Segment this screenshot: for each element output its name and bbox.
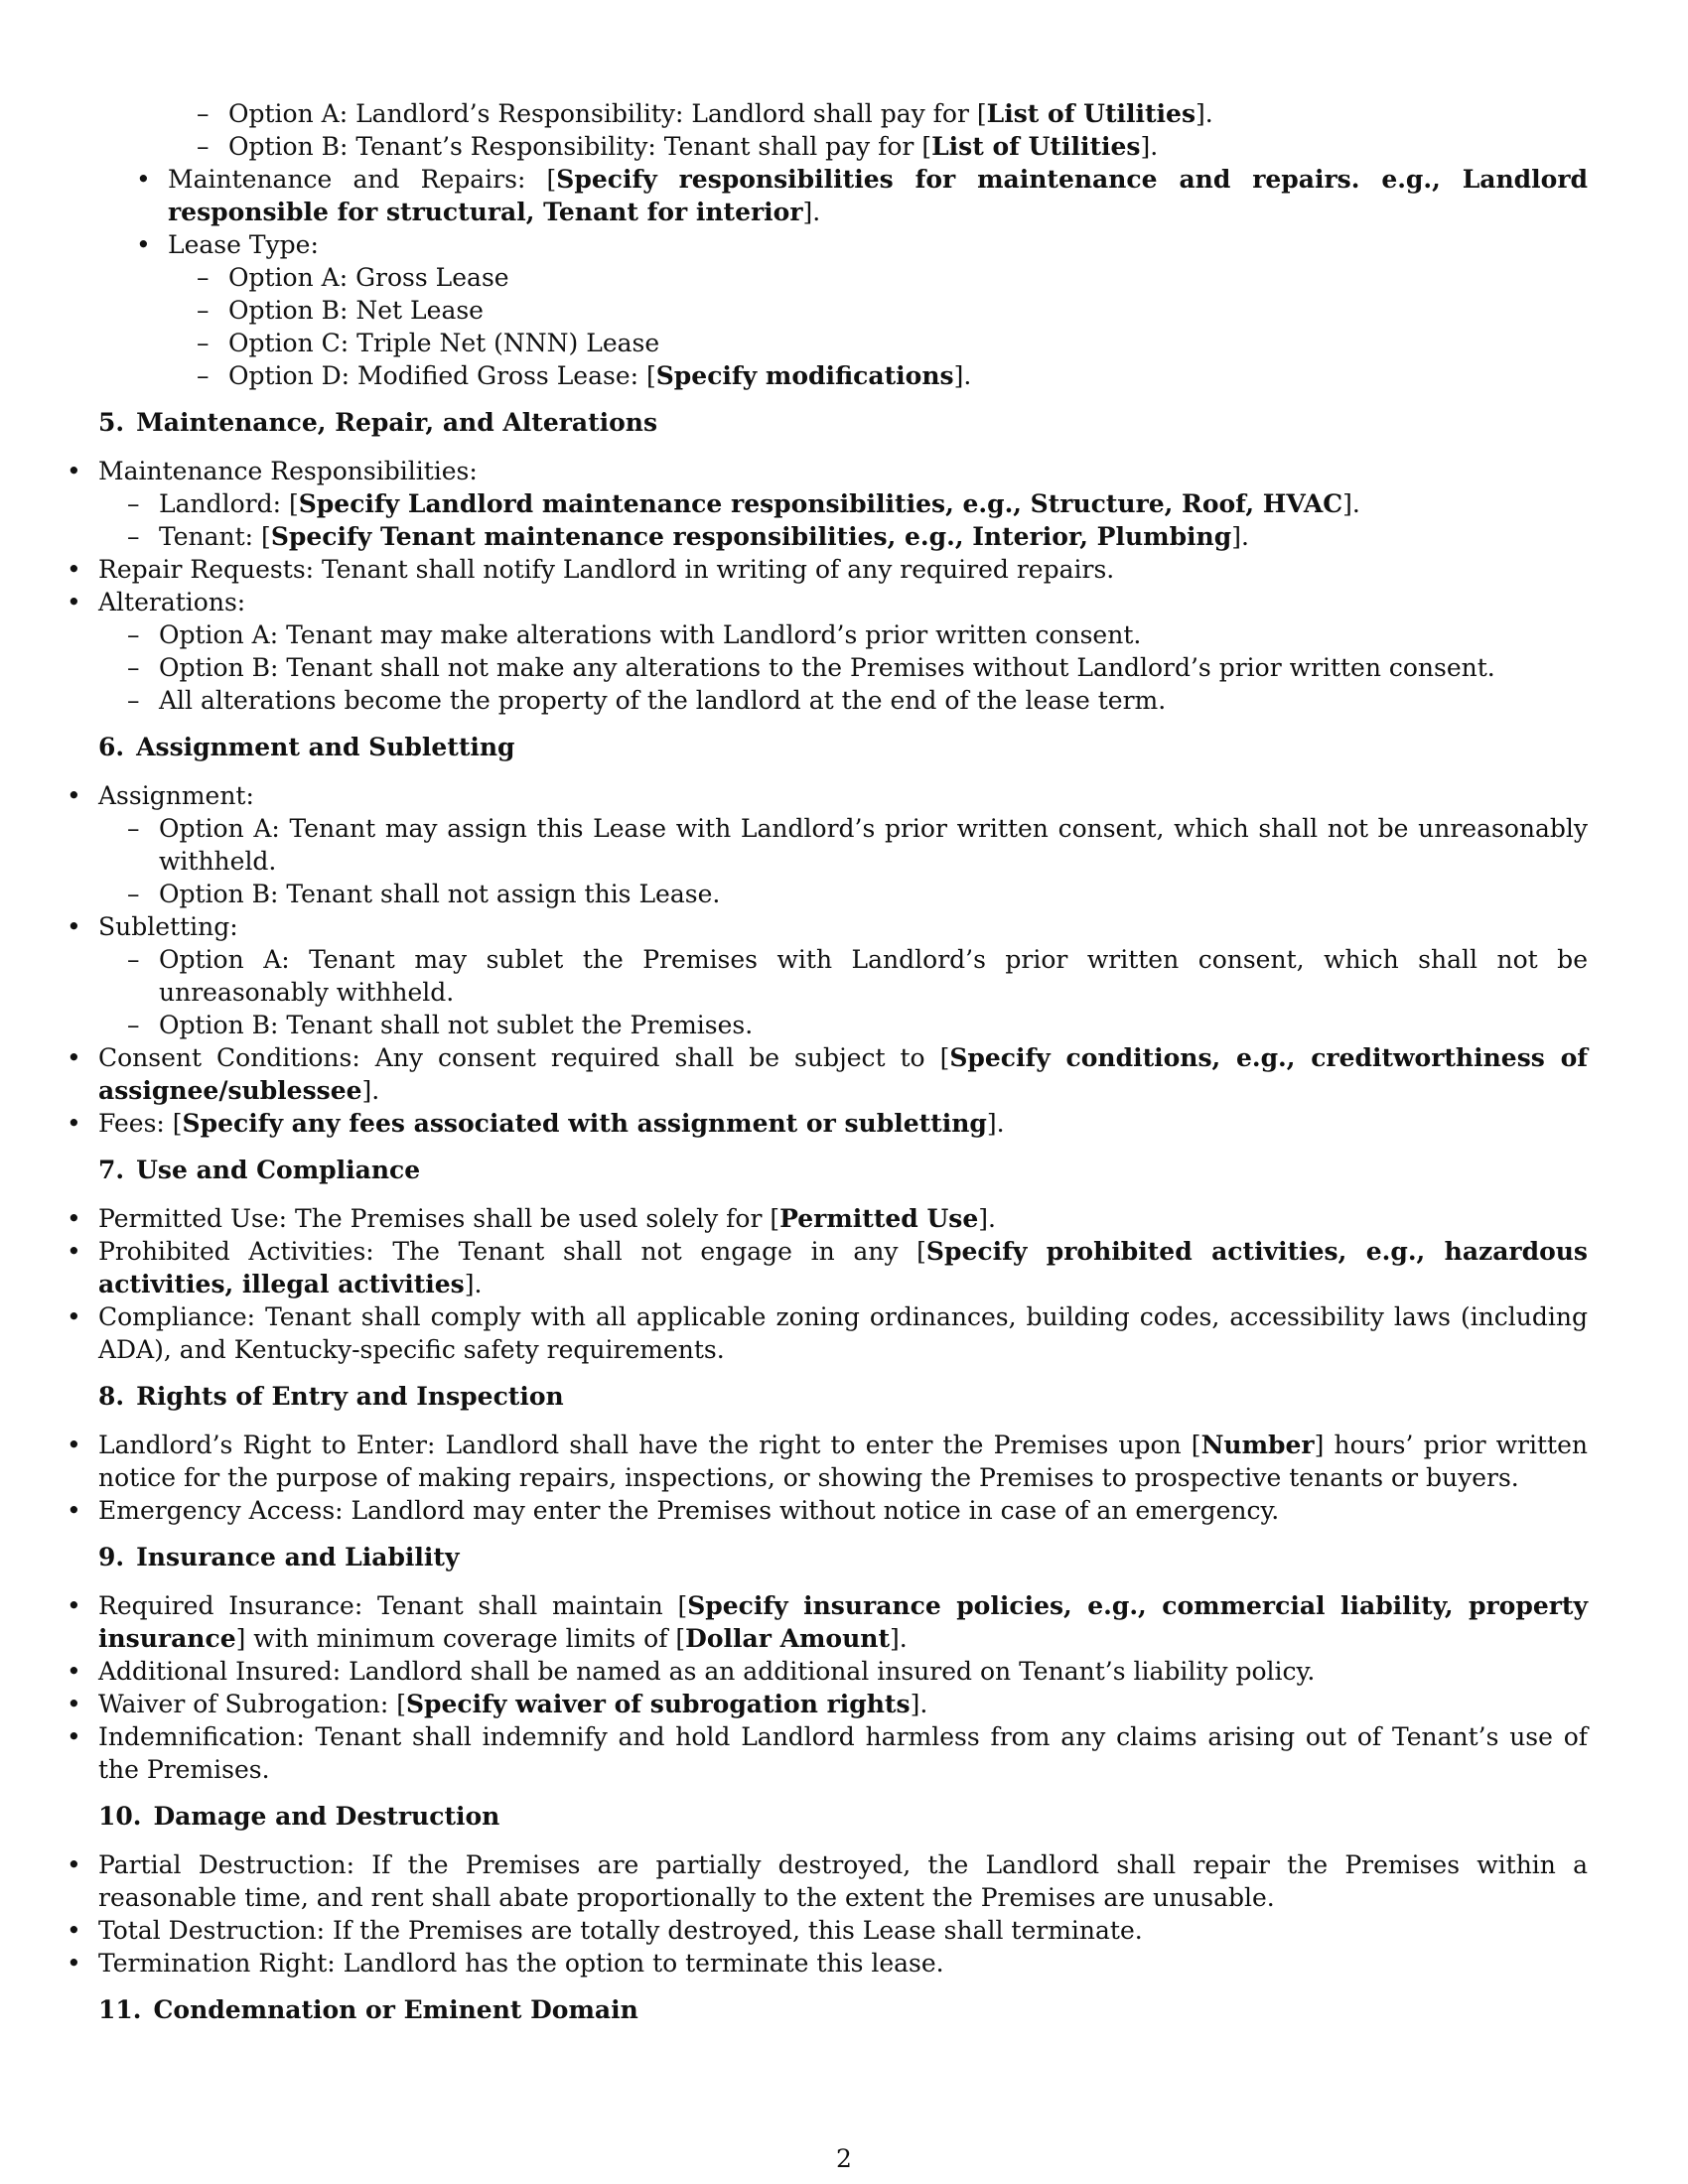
item-placeholder-bold: Permitted Use xyxy=(779,1204,979,1233)
sub-list-item xyxy=(98,1009,1588,1041)
list-item xyxy=(29,1300,1588,1366)
item-text xyxy=(159,814,1588,876)
section-heading xyxy=(98,731,1588,763)
item-text-plain: Landlord’s Right to Enter: Landlord shall have the right to enter the Premises upon [ xyxy=(98,1431,1201,1459)
section-heading xyxy=(98,1993,1588,2026)
item-text xyxy=(98,781,254,810)
item-text xyxy=(228,329,659,357)
item-text xyxy=(98,457,478,485)
section-title-text: Assignment and Subletting xyxy=(136,733,515,761)
item-text-after: ]. xyxy=(1196,99,1213,128)
section-number: 8. xyxy=(98,1382,125,1411)
dash-marker: – xyxy=(127,489,140,518)
sub-list-item xyxy=(98,520,1588,553)
item-text xyxy=(159,653,1495,682)
section-title-text: Insurance and Liability xyxy=(136,1543,460,1571)
section-list xyxy=(29,1202,1588,1366)
item-text xyxy=(159,522,1249,551)
item-placeholder-bold: Number xyxy=(1200,1431,1315,1459)
item-text-plain: Option B: Tenant shall not make any alterations to the Premises without Landlord’s prior written consent. xyxy=(159,653,1495,682)
sections-container xyxy=(67,406,1589,2026)
item-text xyxy=(159,945,1588,1007)
bullet-marker: • xyxy=(67,1722,81,1751)
section-number: 10. xyxy=(98,1802,142,1831)
sub-list xyxy=(98,943,1588,1041)
section-number: 5. xyxy=(98,408,125,437)
section-number: 7. xyxy=(98,1156,125,1184)
page-number: 2 xyxy=(836,2144,852,2173)
bullet-marker: • xyxy=(67,1657,81,1686)
sub-list-item xyxy=(98,812,1588,878)
item-text-after: ]. xyxy=(890,1624,908,1653)
item-text-plain: Option C: Triple Net (NNN) Lease xyxy=(228,329,660,357)
list-item xyxy=(29,1041,1588,1107)
bullet-marker: • xyxy=(67,1591,81,1620)
section-list xyxy=(29,1429,1588,1527)
section-heading xyxy=(98,1380,1588,1413)
item-placeholder-bold: Specify prohibited activities, e.g., hazardous activities, illegal activities xyxy=(98,1237,1589,1298)
sub-list-item xyxy=(98,261,1588,294)
item-text-plain: Maintenance Responsibilities: xyxy=(98,457,478,485)
item-text xyxy=(98,1496,1279,1525)
section-title-text: Damage and Destruction xyxy=(153,1802,500,1831)
item-text-plain: Maintenance and Repairs: [ xyxy=(168,165,557,194)
sub-list-item xyxy=(98,651,1588,684)
list-item xyxy=(29,1914,1588,1947)
dash-marker: – xyxy=(127,1011,140,1039)
bullet-marker: • xyxy=(67,912,81,941)
item-placeholder-bold: Specify waiver of subrogation rights xyxy=(405,1690,911,1718)
bullet-marker: • xyxy=(67,1302,81,1331)
item-text-plain: Option A: Tenant may assign this Lease with Landlord’s prior written consent, which shall not be unreasonably withheld. xyxy=(159,814,1588,876)
item-text xyxy=(98,1431,1588,1492)
item-text xyxy=(98,1302,1588,1364)
item-text-plain: Compliance: Tenant shall comply with all applicable zoning ordinances, building codes, accessibility laws (including ADA), and Kentucky-specific safety requirements. xyxy=(98,1302,1588,1364)
list-item xyxy=(29,779,1588,910)
item-text-plain: Subletting: xyxy=(98,912,238,941)
list-item xyxy=(29,910,1588,1041)
document-body xyxy=(67,97,1589,2042)
item-text-after: ]. xyxy=(910,1690,928,1718)
section-number: 6. xyxy=(98,733,125,761)
list-item xyxy=(29,1655,1588,1688)
item-text-plain: Option B: Net Lease xyxy=(228,296,484,325)
item-text-after: ]. xyxy=(802,198,821,226)
item-text xyxy=(159,489,1360,518)
item-text-after: ]. xyxy=(1140,132,1159,161)
item-placeholder-bold: Dollar Amount xyxy=(685,1624,891,1653)
list-item xyxy=(29,1235,1588,1300)
list-item xyxy=(29,1202,1588,1235)
dash-marker: – xyxy=(197,329,210,357)
item-text xyxy=(228,99,1213,128)
item-text-plain: Waiver of Subrogation: [ xyxy=(98,1690,406,1718)
item-text-plain: Total Destruction: If the Premises are totally destroyed, this Lease shall terminate. xyxy=(98,1916,1143,1945)
item-text xyxy=(98,555,1114,584)
section-title-text: Use and Compliance xyxy=(136,1156,421,1184)
item-text xyxy=(98,1657,1315,1686)
item-text-after: ]. xyxy=(361,1076,380,1105)
sub-list-item xyxy=(98,878,1588,910)
bullet-marker: • xyxy=(67,1496,81,1525)
item-text-after: ]. xyxy=(464,1270,483,1298)
bullet-marker: • xyxy=(67,1916,81,1945)
item-placeholder-bold: Specify responsibilities for maintenance and repairs. e.g., Landlord responsible for structural, Tenant for interior xyxy=(168,165,1588,226)
section-title-text: Rights of Entry and Inspection xyxy=(136,1382,564,1411)
list-item xyxy=(29,455,1588,553)
item-text xyxy=(98,588,245,616)
item-text xyxy=(98,1043,1588,1105)
bullet-marker: • xyxy=(67,1431,81,1459)
bullet-marker: • xyxy=(67,555,81,584)
item-text-plain: Landlord: [ xyxy=(159,489,299,518)
item-text-plain: Option A: Tenant may sublet the Premises with Landlord’s prior written consent, which shall not be unreasonably withheld. xyxy=(159,945,1588,1007)
list-item xyxy=(29,1688,1588,1720)
item-text xyxy=(98,1109,1005,1138)
item-text-plain: Option B: Tenant shall not sublet the Premises. xyxy=(159,1011,754,1039)
list-item xyxy=(29,1848,1588,1914)
item-text-plain: Option A: Landlord’s Responsibility: Landlord shall pay for [ xyxy=(228,99,987,128)
item-text-plain: Option B: Tenant shall not assign this Lease. xyxy=(159,880,721,908)
section-11 xyxy=(98,1993,1588,2026)
item-text-plain: Option D: Modified Gross Lease: [ xyxy=(228,361,656,390)
bullet-marker: • xyxy=(67,781,81,810)
bullet-marker: • xyxy=(67,1043,81,1072)
section-list xyxy=(29,779,1588,1140)
item-text-after: ]. xyxy=(978,1204,996,1233)
sub-list-item xyxy=(98,294,1588,327)
item-placeholder-bold: List of Utilities xyxy=(931,132,1141,161)
item-text xyxy=(159,620,1141,649)
item-text-plain: Assignment: xyxy=(98,781,254,810)
list-item xyxy=(29,586,1588,717)
section-number: 11. xyxy=(98,1995,142,2024)
section-heading xyxy=(98,1541,1588,1573)
item-text-plain: Additional Insured: Landlord shall be named as an additional insured on Tenant’s liability policy. xyxy=(98,1657,1316,1686)
sub-list-item xyxy=(98,97,1588,130)
section-title-text: Condemnation or Eminent Domain xyxy=(153,1995,638,2024)
item-text-after: ]. xyxy=(986,1109,1005,1138)
item-text xyxy=(98,1850,1588,1912)
item-placeholder-bold: Specify modifications xyxy=(655,361,954,390)
sub-list-item xyxy=(98,684,1588,717)
list-item xyxy=(29,1107,1588,1140)
item-text-after: ]. xyxy=(1231,522,1249,551)
bullet-marker: • xyxy=(67,1850,81,1879)
dash-marker: – xyxy=(127,653,140,682)
item-placeholder-bold: Specify any fees associated with assignment or subletting xyxy=(182,1109,987,1138)
dash-marker: – xyxy=(127,686,140,715)
section-heading xyxy=(98,1154,1588,1186)
item-text-plain: Repair Requests: Tenant shall notify Landlord in writing of any required repairs. xyxy=(98,555,1115,584)
bullet-marker: • xyxy=(67,1690,81,1718)
item-text-plain: Tenant: [ xyxy=(159,522,271,551)
item-placeholder-bold: Specify conditions, e.g., creditworthiness of assignee/sublessee xyxy=(98,1043,1588,1105)
item-text-after: ] with minimum coverage limits of [ xyxy=(235,1624,686,1653)
item-text xyxy=(228,296,484,325)
item-text xyxy=(228,361,971,390)
continued-list xyxy=(98,97,1588,392)
item-text-plain: Required Insurance: Tenant shall maintain [ xyxy=(98,1591,688,1620)
section-7 xyxy=(67,1154,1589,1366)
item-text xyxy=(98,1237,1588,1298)
section-5 xyxy=(67,406,1588,717)
section-heading xyxy=(98,1800,1588,1833)
bullet-marker: • xyxy=(67,457,81,485)
list-item xyxy=(29,1947,1588,1979)
list-item xyxy=(29,1720,1588,1786)
item-text xyxy=(168,230,319,259)
item-text-plain: Lease Type: xyxy=(168,230,319,259)
bullet-marker: • xyxy=(136,165,151,194)
dash-marker: – xyxy=(127,880,140,908)
dash-marker: – xyxy=(127,814,140,843)
section-title-text: Maintenance, Repair, and Alterations xyxy=(136,408,658,437)
sub-list-item xyxy=(98,487,1588,520)
dash-marker: – xyxy=(197,296,210,325)
item-text-after: ]. xyxy=(1342,489,1360,518)
item-text xyxy=(228,132,1158,161)
list-item xyxy=(98,163,1588,228)
item-text xyxy=(159,1011,753,1039)
bullet-marker: • xyxy=(67,1237,81,1266)
section-9 xyxy=(67,1541,1588,1786)
item-text xyxy=(98,1204,996,1233)
sub-list-item xyxy=(98,327,1588,359)
item-text-plain: Emergency Access: Landlord may enter the Premises without notice in case of an emergency. xyxy=(98,1496,1280,1525)
list-item xyxy=(29,553,1588,586)
dash-marker: – xyxy=(197,132,210,161)
list-item xyxy=(98,228,1588,261)
item-placeholder-bold: List of Utilities xyxy=(986,99,1196,128)
item-text-after: ] hours’ prior written notice for the purpose of making repairs, inspections, or showing the Premises to prospective tenants or buyers. xyxy=(98,1431,1588,1492)
sub-list xyxy=(98,618,1588,717)
item-text xyxy=(98,1690,927,1718)
section-heading xyxy=(98,406,1588,439)
dash-marker: – xyxy=(197,263,210,292)
dash-marker: – xyxy=(197,99,210,128)
dash-marker: – xyxy=(127,620,140,649)
item-placeholder-bold: Specify Tenant maintenance responsibilities, e.g., Interior, Plumbing xyxy=(270,522,1232,551)
sub-list-item xyxy=(98,618,1588,651)
item-text xyxy=(228,263,509,292)
section-number: 9. xyxy=(98,1543,125,1571)
item-text-plain: Partial Destruction: If the Premises are partially destroyed, the Landlord shall repair the Premises within a reasonable time, and rent shall abate proportionally to the extent the Premises are unusable. xyxy=(98,1850,1588,1912)
item-text-plain: Option A: Tenant may make alterations with Landlord’s prior written consent. xyxy=(159,620,1142,649)
dash-marker: – xyxy=(127,522,140,551)
dash-marker: – xyxy=(197,361,210,390)
item-text xyxy=(98,1722,1588,1784)
dash-marker: – xyxy=(127,945,140,974)
section-list xyxy=(29,1589,1588,1786)
sub-list xyxy=(98,487,1588,553)
section-6 xyxy=(67,731,1588,1140)
item-text-plain: Option A: Gross Lease xyxy=(228,263,509,292)
bullet-marker: • xyxy=(136,230,151,259)
bullet-marker: • xyxy=(67,1949,81,1978)
item-text-plain: Alterations: xyxy=(98,588,246,616)
item-text xyxy=(98,1949,944,1978)
list-item xyxy=(29,1589,1588,1655)
bullet-marker: • xyxy=(67,1109,81,1138)
item-text-after: ]. xyxy=(953,361,972,390)
item-text-plain: All alterations become the property of the landlord at the end of the lease term. xyxy=(159,686,1167,715)
item-text-plain: Indemnification: Tenant shall indemnify and hold Landlord harmless from any claims arising out of Tenant’s use of the Premises. xyxy=(98,1722,1588,1784)
item-text-plain: Option B: Tenant’s Responsibility: Tenant shall pay for [ xyxy=(228,132,932,161)
section-8 xyxy=(67,1380,1588,1527)
bullet-marker: • xyxy=(67,1204,81,1233)
item-placeholder-bold: Specify insurance policies, e.g., commercial liability, property insurance xyxy=(98,1591,1588,1653)
section-10 xyxy=(67,1800,1588,1979)
bullet-marker: • xyxy=(67,588,81,616)
item-text-plain: Consent Conditions: Any consent required shall be subject to [ xyxy=(98,1043,950,1072)
item-text-plain: Prohibited Activities: The Tenant shall not engage in any [ xyxy=(98,1237,926,1266)
sub-list-item xyxy=(98,130,1588,163)
sub-list xyxy=(98,812,1588,910)
item-placeholder-bold: Specify Landlord maintenance responsibilities, e.g., Structure, Roof, HVAC xyxy=(298,489,1343,518)
item-text xyxy=(98,1591,1588,1653)
item-text xyxy=(98,912,238,941)
item-text xyxy=(168,165,1588,226)
section-list xyxy=(29,455,1588,717)
item-text xyxy=(159,880,720,908)
item-text xyxy=(159,686,1166,715)
item-text-plain: Permitted Use: The Premises shall be used solely for [ xyxy=(98,1204,780,1233)
item-text-plain: Fees: [ xyxy=(98,1109,183,1138)
list-item xyxy=(29,1494,1588,1527)
item-text xyxy=(98,1916,1143,1945)
list-item xyxy=(29,1429,1588,1494)
sub-list-item xyxy=(98,943,1588,1009)
item-text-plain: Termination Right: Landlord has the option to terminate this lease. xyxy=(98,1949,944,1978)
section-list xyxy=(29,1848,1588,1979)
sub-list-item xyxy=(98,359,1588,392)
